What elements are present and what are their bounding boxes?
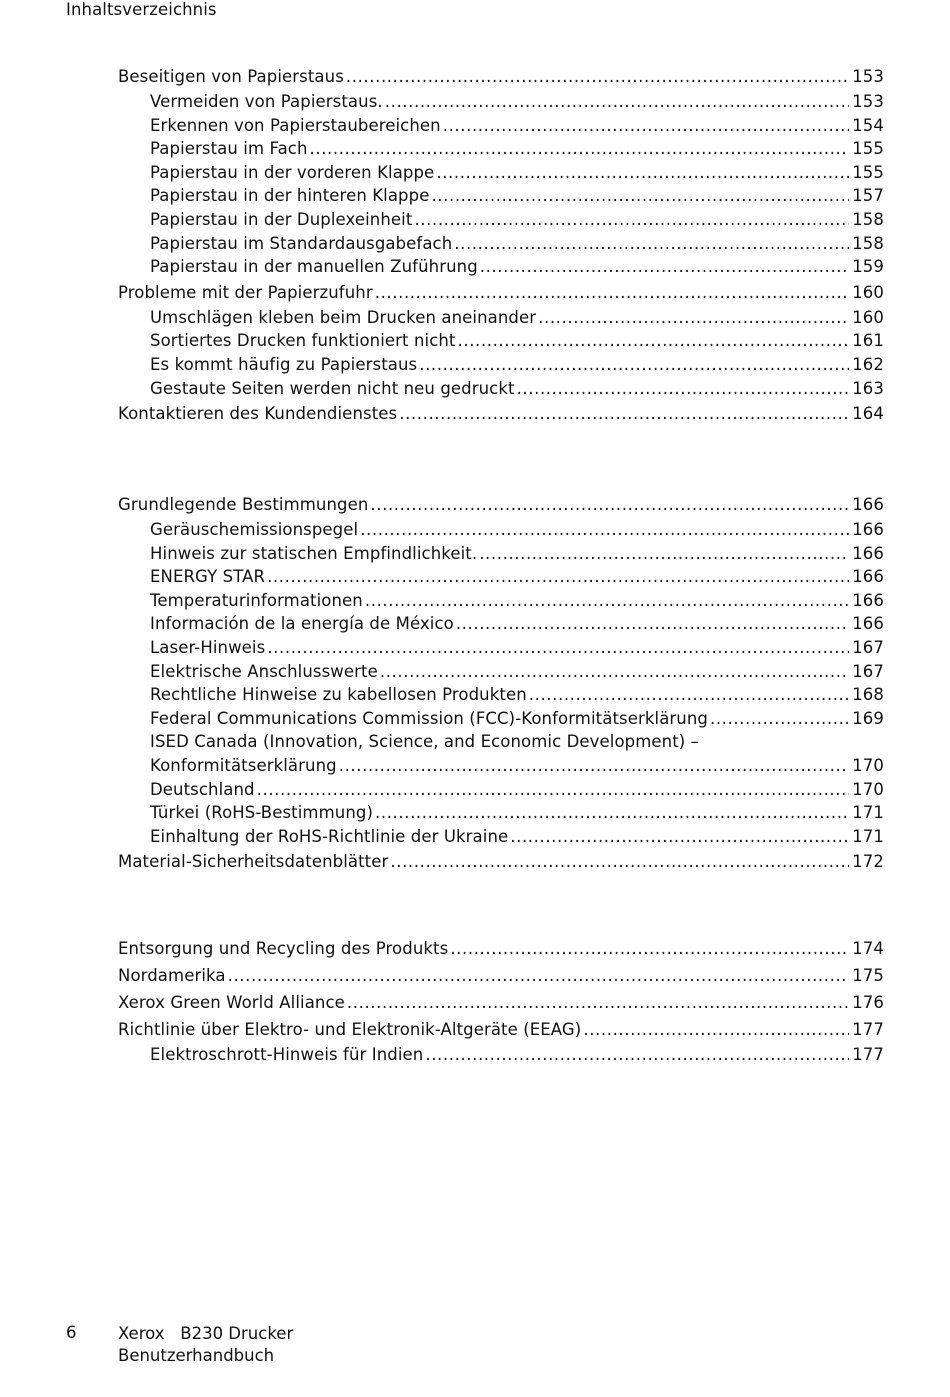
toc-entry-title: Rechtliche Hinweise zu kabellosen Produkten <box>150 685 527 705</box>
toc-entry[interactable] <box>118 989 884 1016</box>
toc-entry-page: 166 <box>852 614 884 634</box>
toc-entry[interactable] <box>118 1016 884 1043</box>
toc-entry-title: Sortiertes Drucken funktioniert nicht <box>150 331 456 351</box>
toc-entry-page: 170 <box>852 779 884 799</box>
toc-entry-title: Papierstau im Fach <box>150 139 308 159</box>
toc-entry-page: 166 <box>852 543 884 563</box>
toc-entry[interactable] <box>118 660 884 684</box>
toc-entry-title: Richtlinie über Elektro- und Elektronik-Altgeräte (EEAG) <box>118 1020 582 1039</box>
toc-leader-dots <box>710 707 849 731</box>
toc-entry-page: 159 <box>852 257 884 277</box>
toc-entry-title: Papierstau in der vorderen Klappe <box>150 162 435 182</box>
toc-entry[interactable] <box>118 491 884 518</box>
toc-entry[interactable] <box>118 565 884 589</box>
toc-leader-dots <box>375 801 849 825</box>
toc-entry[interactable] <box>118 184 884 208</box>
toc-entry-page: 160 <box>852 282 884 302</box>
toc-entry[interactable] <box>118 778 884 802</box>
toc-entry-page: 153 <box>852 67 884 86</box>
toc-entry[interactable] <box>118 612 884 636</box>
footer-doc-title: Benutzerhandbuch <box>118 1345 275 1365</box>
toc-entry-title: Laser-Hinweis <box>150 637 266 657</box>
toc-entry[interactable] <box>118 636 884 660</box>
toc-entry-title: Probleme mit der Papierzufuhr <box>118 282 373 302</box>
toc-entry-title: Xerox Green World Alliance <box>118 993 345 1012</box>
toc-entry-page: 167 <box>852 661 884 681</box>
toc-entry[interactable] <box>118 825 884 849</box>
toc-entry[interactable] <box>118 306 884 330</box>
toc-leader-dots <box>419 353 849 377</box>
toc-entry[interactable] <box>118 935 884 962</box>
toc-leader-dots <box>267 565 849 589</box>
toc-entry-title: Papierstau in der Duplexeinheit <box>150 209 413 229</box>
toc-entry-page: 160 <box>852 307 884 327</box>
toc-entry-page: 162 <box>852 354 884 374</box>
toc-entry[interactable] <box>118 589 884 613</box>
toc-entry-page: 177 <box>852 1045 884 1064</box>
toc-leader-dots <box>456 612 849 636</box>
toc-entry[interactable] <box>118 1043 884 1067</box>
toc-entry-title: Nordamerika <box>118 966 226 985</box>
toc-entry-page: 167 <box>852 637 884 657</box>
toc-entry[interactable] <box>118 137 884 161</box>
toc-leader-dots <box>436 161 849 185</box>
toc-entry-page: 176 <box>852 993 884 1012</box>
toc-entry-title: Papierstau im Standardausgabefach <box>150 233 453 253</box>
toc-entry-page: 158 <box>852 233 884 253</box>
toc-block-recycling <box>118 935 884 1067</box>
toc-leader-dots <box>517 377 850 401</box>
toc-entry[interactable] <box>118 377 884 401</box>
toc-leader-dots <box>414 208 849 232</box>
toc-entry-page: 177 <box>852 1020 884 1039</box>
toc-entry-page: 161 <box>852 331 884 351</box>
toc-entry-continued[interactable] <box>118 730 884 754</box>
toc-leader-dots <box>347 989 849 1016</box>
running-header: Inhaltsverzeichnis <box>66 0 217 19</box>
toc-entry[interactable] <box>118 542 884 566</box>
toc-entry-title: Información de la energía de México <box>150 614 454 634</box>
toc-entry-title: Material-Sicherheitsdatenblätter <box>118 852 389 872</box>
toc-leader-dots <box>431 184 849 208</box>
toc-leader-dots <box>425 1043 849 1067</box>
toc-leader-dots <box>370 491 849 518</box>
toc-leader-dots <box>360 518 849 542</box>
toc-entry-title: Hinweis zur statischen Empfindlichkeit. <box>150 543 478 563</box>
toc-entry[interactable] <box>118 279 884 306</box>
toc-entry-title: ENERGY STAR <box>150 567 266 587</box>
toc-entry[interactable] <box>118 329 884 353</box>
toc-entry[interactable] <box>118 90 884 114</box>
toc-leader-dots <box>339 754 849 778</box>
toc-entry-page: 166 <box>852 495 884 514</box>
toc-leader-dots <box>443 114 849 138</box>
toc-entry[interactable] <box>118 518 884 542</box>
toc-entry-title: Papierstau in der manuellen Zuführung <box>150 257 478 277</box>
toc-leader-dots <box>267 636 849 660</box>
toc-entry-title: ISED Canada (Innovation, Science, and Economic Development) – <box>150 732 699 752</box>
toc-entry-page: 157 <box>852 186 884 206</box>
toc-leader-dots <box>479 542 849 566</box>
toc-entry-page: 172 <box>852 852 884 872</box>
toc-entry-page: 155 <box>852 139 884 159</box>
toc-entry-title: Einhaltung der RoHS-Richtlinie der Ukraine <box>150 826 509 846</box>
toc-entry-title: Entsorgung und Recycling des Produkts <box>118 939 449 958</box>
toc-entry-page: 166 <box>852 567 884 587</box>
toc-leader-dots <box>510 825 849 849</box>
footer-page-number: 6 <box>66 1323 77 1342</box>
toc-leader-dots <box>228 962 850 989</box>
toc-entry-title: Kontaktieren des Kundendienstes <box>118 404 398 424</box>
toc-entry-title: Deutschland <box>150 779 255 799</box>
toc-entry[interactable] <box>118 848 884 875</box>
toc-block-regulatory <box>118 491 884 875</box>
toc-entry-title: Beseitigen von Papierstaus <box>118 67 344 86</box>
toc-leader-dots <box>365 589 849 613</box>
toc-leader-dots <box>390 848 849 875</box>
toc-entry-title: Umschlägen kleben beim Drucken aneinander <box>150 307 537 327</box>
toc-leader-dots <box>583 1016 849 1043</box>
toc-entry[interactable] <box>118 161 884 185</box>
toc-entry[interactable] <box>118 801 884 825</box>
toc-entry-title: Grundlegende Bestimmungen <box>118 495 369 514</box>
toc-entry-title: Vermeiden von Papierstaus. <box>150 92 383 111</box>
toc-entry-page: 170 <box>852 755 884 775</box>
toc-entry-page: 153 <box>852 92 884 111</box>
toc-block-troubleshooting <box>118 63 884 427</box>
footer-model: B230 Drucker <box>180 1324 294 1343</box>
toc-entry-page: 171 <box>852 803 884 823</box>
toc-leader-dots <box>454 232 849 256</box>
footer-product-info <box>118 1323 293 1366</box>
toc-entry-title: Papierstau in der hinteren Klappe <box>150 186 430 206</box>
toc-entry[interactable] <box>118 255 884 279</box>
toc-entry-page: 154 <box>852 115 884 135</box>
toc-entry-title: Elektroschrott-Hinweis für Indien <box>150 1045 424 1064</box>
toc-entry[interactable] <box>118 353 884 377</box>
toc-entry[interactable] <box>118 754 884 778</box>
footer-product-line <box>118 1323 293 1345</box>
toc-entry[interactable] <box>118 707 884 731</box>
toc-entry-page: 175 <box>852 966 884 985</box>
toc-leader-dots <box>380 660 849 684</box>
toc-entry-page: 164 <box>852 404 884 424</box>
toc-entry-page: 155 <box>852 162 884 182</box>
toc-entry-title: Gestaute Seiten werden nicht neu gedruckt <box>150 378 515 398</box>
toc-leader-dots <box>399 400 849 427</box>
toc-leader-dots <box>346 63 849 90</box>
toc-entry-page: 163 <box>852 378 884 398</box>
toc-leader-dots <box>529 683 849 707</box>
toc-entry-page: 168 <box>852 685 884 705</box>
toc-entry-title: Temperaturinformationen <box>150 590 363 610</box>
toc-entry-page: 166 <box>852 590 884 610</box>
toc-entry[interactable] <box>118 232 884 256</box>
toc-entry-title: Federal Communications Commission (FCC)-Konformitätserklärung <box>150 708 708 728</box>
toc-entry[interactable] <box>118 400 884 427</box>
toc-leader-dots <box>385 90 849 114</box>
toc-leader-dots <box>450 935 849 962</box>
toc-entry[interactable] <box>118 63 884 90</box>
toc-leader-dots <box>458 329 850 353</box>
toc-entry-title: Erkennen von Papierstaubereichen <box>150 115 441 135</box>
footer-brand: Xerox <box>118 1324 165 1343</box>
toc-entry-page: 174 <box>852 939 884 958</box>
toc-entry-page: 171 <box>852 826 884 846</box>
toc-entry-page: 169 <box>852 708 884 728</box>
toc-entry-title: Türkei (RoHS-Bestimmung) <box>150 803 373 823</box>
toc-entry[interactable] <box>118 114 884 138</box>
toc-entry-page: 166 <box>852 520 884 539</box>
toc-leader-dots <box>480 255 849 279</box>
toc-entry[interactable] <box>118 962 884 989</box>
toc-leader-dots <box>310 137 850 161</box>
toc-entry-title: Es kommt häufig zu Papierstaus <box>150 354 418 374</box>
toc-entry-page: 158 <box>852 209 884 229</box>
toc-entry[interactable] <box>118 683 884 707</box>
toc-entry-title: Konformitätserklärung <box>150 755 337 775</box>
toc-entry[interactable] <box>118 208 884 232</box>
toc-entry-title: Elektrische Anschlusswerte <box>150 661 378 681</box>
toc-leader-dots <box>375 279 849 306</box>
toc-leader-dots <box>538 306 849 330</box>
toc-entry-title: Geräuschemissionspegel <box>150 520 359 539</box>
toc-leader-dots <box>257 778 850 802</box>
